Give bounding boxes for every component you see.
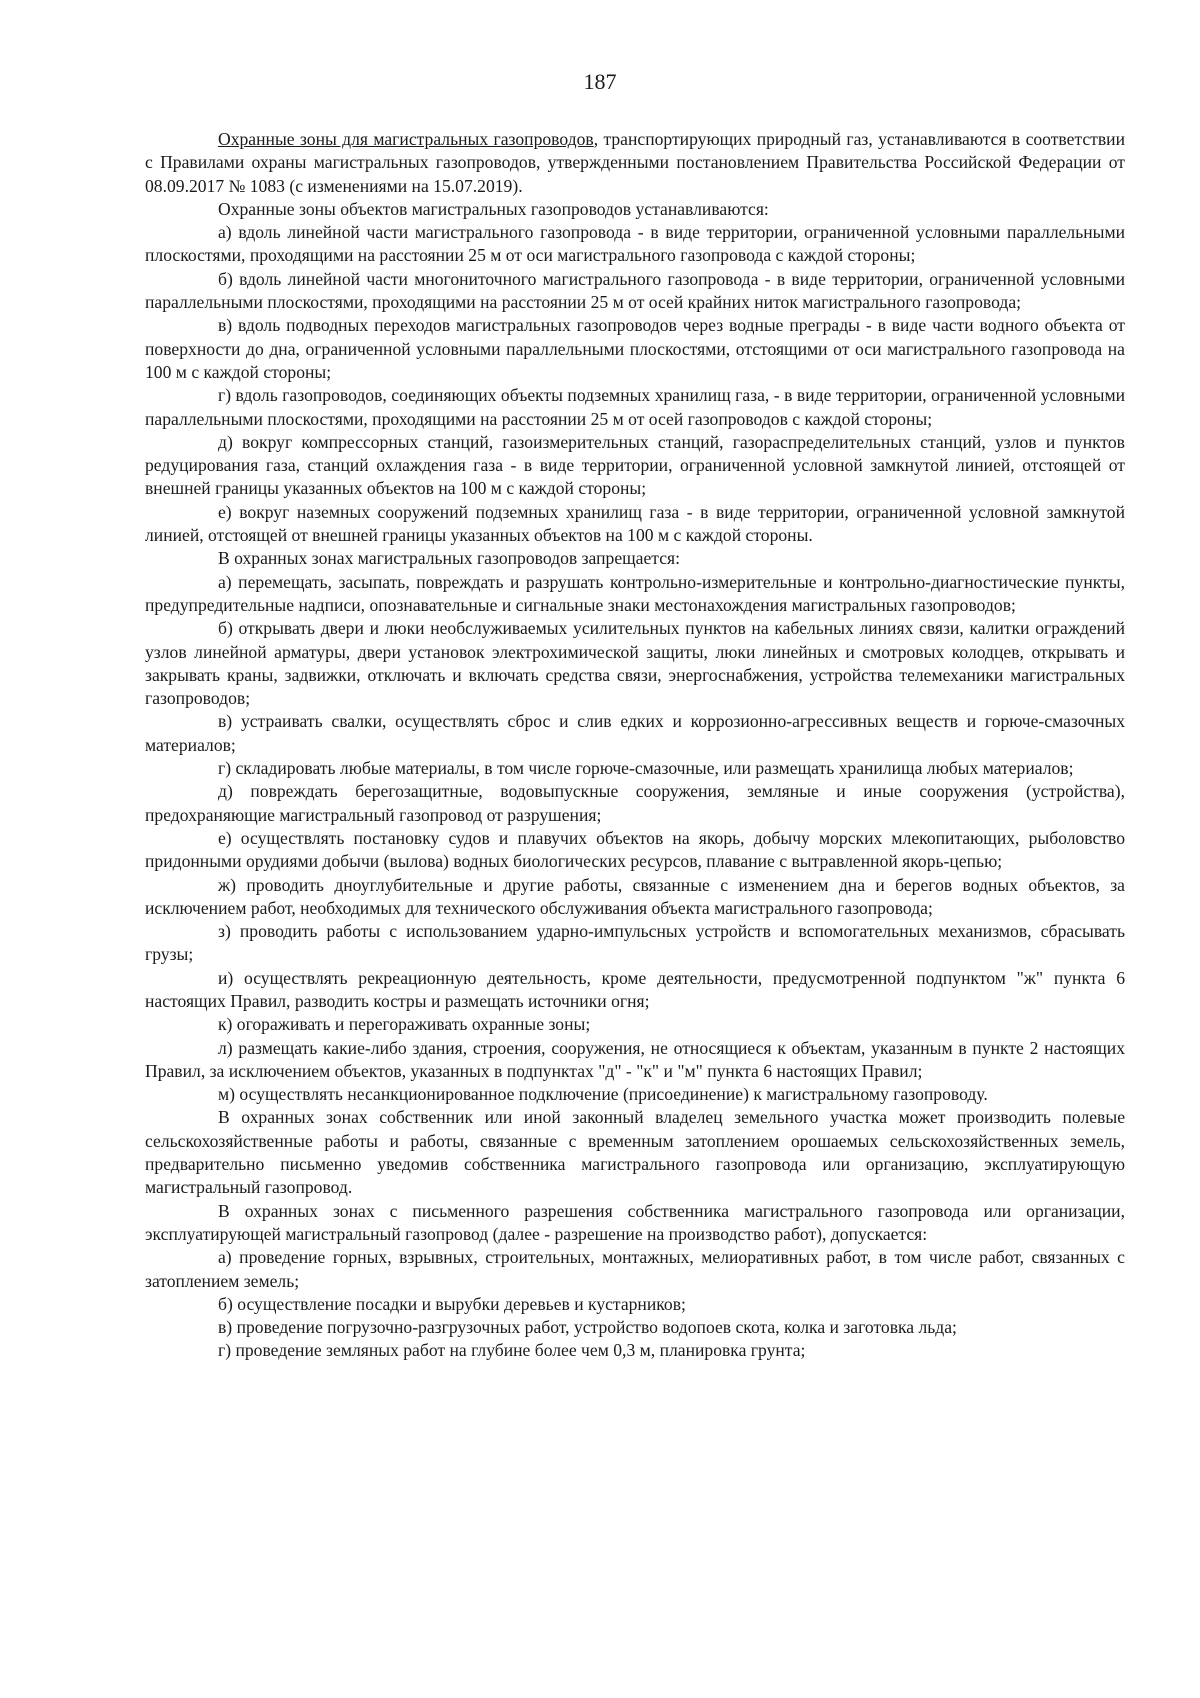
paragraph: в) устраивать свалки, осуществлять сброс и слив едких и коррозионно-агрессивных веществ и горюче-смазочных материалов; <box>145 711 1125 755</box>
paragraph: д) повреждать берегозащитные, водовыпускные сооружения, земляные и иные сооружения (устройства), предохраняющие магистральный газопровод от разрушения; <box>145 781 1125 825</box>
paragraph: м) осуществлять несанкционированное подключение (присоединение) к магистральному газопроводу. <box>218 1084 988 1105</box>
paragraph: В охранных зонах с письменного разрешения собственника магистрального газопровода или организации, эксплуатирующей магистральный газопровод (далее - разрешение на производство работ), допускается: <box>145 1200 1125 1244</box>
page-number: 187 <box>583 69 617 94</box>
paragraph: л) размещать какие-либо здания, строения, сооружения, не относящиеся к объектам, указанным в пункте 2 настоящих Правил, за исключением объектов, указанных в подпунктах "д" - "к" и "м" пункта 6 настоящих Правил; <box>145 1037 1125 1081</box>
paragraph: ж) проводить дноуглубительные и другие работы, связанные с изменением дна и берегов водных объектов, за исключением работ, необходимых для технического обслуживания объекта магистрального газопровода; <box>145 874 1125 918</box>
document-body <box>145 128 1125 1363</box>
paragraph: Охранные зоны объектов магистральных газопроводов устанавливаются: <box>218 198 769 219</box>
paragraph <box>145 128 1125 198</box>
paragraph: к) огораживать и перегораживать охранные зоны; <box>218 1014 591 1035</box>
paragraph: з) проводить работы с использованием ударно-импульсных устройств и вспомогательных механизмов, сбрасывать грузы; <box>145 921 1125 965</box>
paragraph: е) вокруг наземных сооружений подземных хранилищ газа - в виде территории, ограниченной условной замкнутой линией, отстоящей от внешней границы указанных объектов на 100 м с каждой стороны. <box>145 501 1125 546</box>
paragraph: а) вдоль линейной части магистрального газопровода - в виде территории, ограниченной условными параллельными плоскостями, проходящими на расстоянии 25 м от оси магистрального газопровода с каждой стороны; <box>145 222 1125 266</box>
paragraph: а) проведение горных, взрывных, строительных, монтажных, мелиоративных работ, в том числе работ, связанных с затоплением земель; <box>145 1247 1125 1291</box>
paragraph-text: , транспортирующих природный газ, устанавливаются в соответствии с Правилами охраны магистральных газопроводов, утвержденными постановлением Правительства Российской Федерации от 08.09.2017 № 1083 (с изменениями на 15.07.2019). <box>145 129 1125 196</box>
underlined-heading: Охранные зоны для магистральных газопроводов <box>218 129 594 149</box>
paragraph: В охранных зонах магистральных газопроводов запрещается: <box>218 548 680 569</box>
paragraph: е) осуществлять постановку судов и плавучих объектов на якорь, добычу морских млекопитающих, рыболовство придонными орудиями добычи (вылова) водных биологических ресурсов, плавание с вытравленной якорь-цепью; <box>145 827 1125 872</box>
paragraph: в) вдоль подводных переходов магистральных газопроводов через водные преграды - в виде части водного объекта от поверхности до дна, ограниченной условными параллельными плоскостями, отстоящими от оси магистрального газопровода на 100 м с каждой стороны; <box>145 315 1125 382</box>
paragraph: д) вокруг компрессорных станций, газоизмерительных станций, газораспределительных станций, узлов и пунктов редуцирования газа, станций охлаждения газа - в виде территории, ограниченной условной замкнутой линией, отстоящей от внешней границы указанных объектов на 100 м с каждой стороны; <box>145 431 1125 499</box>
paragraph: В охранных зонах собственник или иной законный владелец земельного участка может производить полевые сельскохозяйственные работы и работы, связанные с временным затоплением орошаемых сельскохозяйственных земель, предварительно письменно уведомив собственника магистрального газопровода или организацию, эксплуатирующую магистральный газопровод. <box>145 1107 1125 1198</box>
paragraph: г) складировать любые материалы, в том числе горюче-смазочные, или размещать хранилища любых материалов; <box>218 758 1074 779</box>
paragraph: и) осуществлять рекреационную деятельность, кроме деятельности, предусмотренной подпунктом "ж" пункта 6 настоящих Правил, разводить костры и размещать источники огня; <box>145 967 1125 1011</box>
paragraph: б) осуществление посадки и вырубки деревьев и кустарников; <box>218 1293 686 1314</box>
paragraph: б) открывать двери и люки необслуживаемых усилительных пунктов на кабельных линиях связи, калитки ограждений узлов линейной арматуры, двери установок электрохимической защиты, люки линейных и смотровых колодцев, открывать и закрывать краны, задвижки, отключать и включать средства связи, энергоснабжения, устройства телемеханики магистральных газопроводов; <box>145 618 1125 709</box>
paragraph: г) вдоль газопроводов, соединяющих объекты подземных хранилищ газа, - в виде территории, ограниченной условными параллельными плоскостями, проходящими на расстоянии 25 м от осей газопроводов с каждой стороны; <box>145 385 1125 429</box>
paragraph: а) перемещать, засыпать, повреждать и разрушать контрольно-измерительные и контрольно-диагностические пункты, предупредительные надписи, опознавательные и сигнальные знаки местонахождения магистральных газопроводов; <box>145 571 1125 615</box>
paragraph: г) проведение земляных работ на глубине более чем 0,3 м, планировка грунта; <box>218 1340 806 1361</box>
paragraph: б) вдоль линейной части многониточного магистрального газопровода - в виде территории, ограниченной условными параллельными плоскостями, проходящими на расстоянии 25 м от осей крайних ниток магистрального газопровода; <box>145 268 1125 313</box>
paragraph: в) проведение погрузочно-разгрузочных работ, устройство водопоев скота, колка и заготовка льда; <box>218 1317 957 1338</box>
